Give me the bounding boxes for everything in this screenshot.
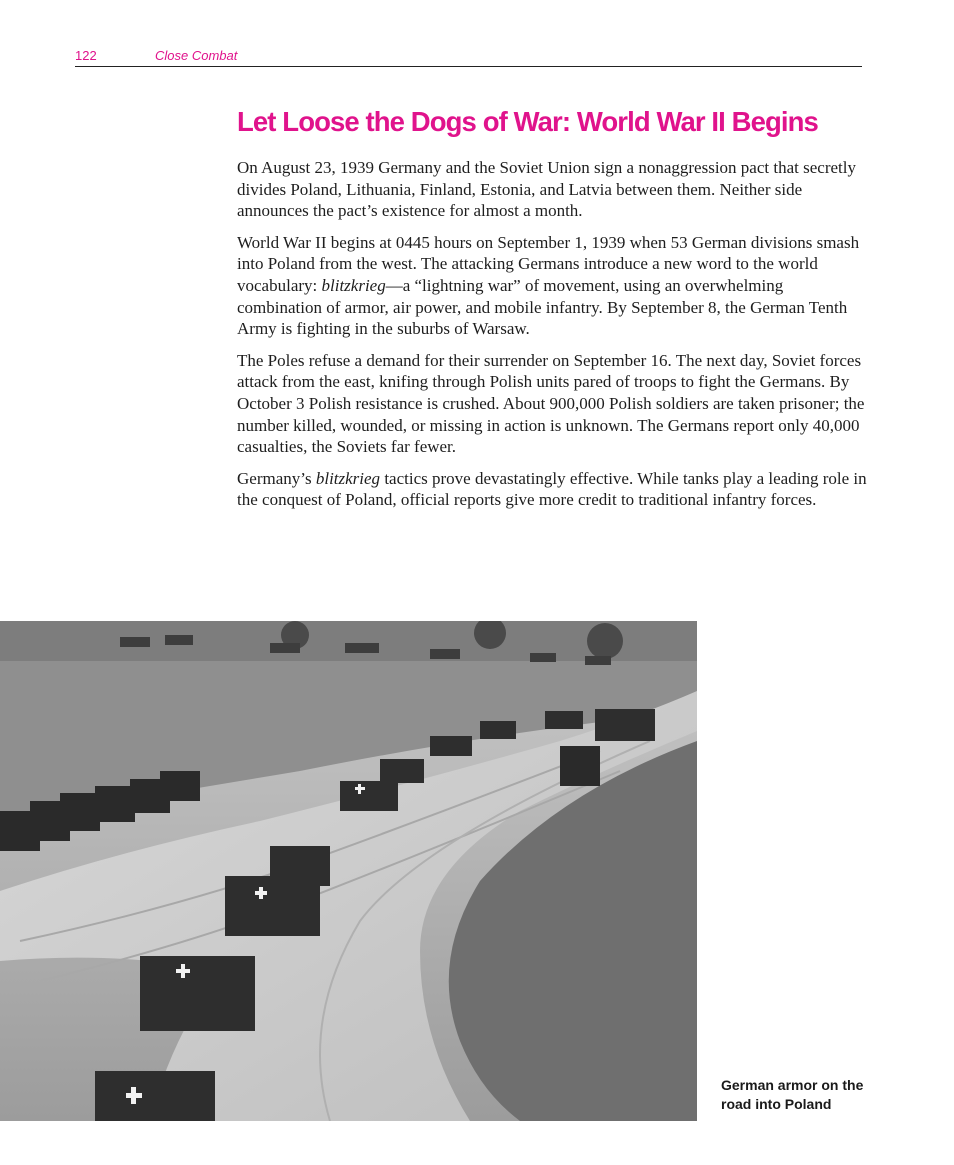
paragraph-2-text-cont: —a “lightning war” of movement, using an overwhelming combination of armor, air power, and mobile infantry. By September 8, the German Tenth Army is fighting in the suburbs of Warsaw. [237,275,848,339]
paragraph-4-text: Germany’s [237,468,316,488]
photo-caption: German armor on the road into Poland [721,1077,864,1112]
paragraph-2-text: World War II begins at 0445 hours on September 1, 1939 when 53 German divisions smash into Poland from the west. The attacking Germans introduce a new word to the world vocabulary: [237,232,860,295]
blitzkrieg-term: blitzkrieg [321,275,386,295]
paragraph-4 [237,468,867,511]
blitzkrieg-term-2: blitzkrieg [315,468,381,488]
book-title: Close Combat [155,48,238,63]
running-head [75,47,862,67]
paragraph-4-text-cont: tactics prove devastatingly effective. While tanks play a leading role in the conquest of Poland, official reports give more credit to traditional infantry forces. [237,468,867,510]
paragraph-3: The Poles refuse a demand for their surrender on September 16. The next day, Soviet forces attack from the east, knifing through Polish units pared of troops to fight the Germans. By October 3 Polish resistance is crushed. About 900,000 Polish soldiers are taken prisoner; the number killed, wounded, or missing in action is unknown. The Germans report only 40,000 casualties, the Soviets far fewer. [237,350,865,457]
paragraph-1: On August 23, 1939 Germany and the Soviet Union sign a nonaggression pact that secretly divides Poland, Lithuania, Finland, Estonia, and Latvia between them. Neither side announces the pact’s existence for almost a month. [237,158,856,221]
paragraph-2 [237,232,867,340]
article [237,104,867,521]
article-title: Let Loose the Dogs of War: World War II Begins [237,106,818,137]
tank-column-photo [0,621,697,1121]
page-number: 122 [75,48,97,63]
